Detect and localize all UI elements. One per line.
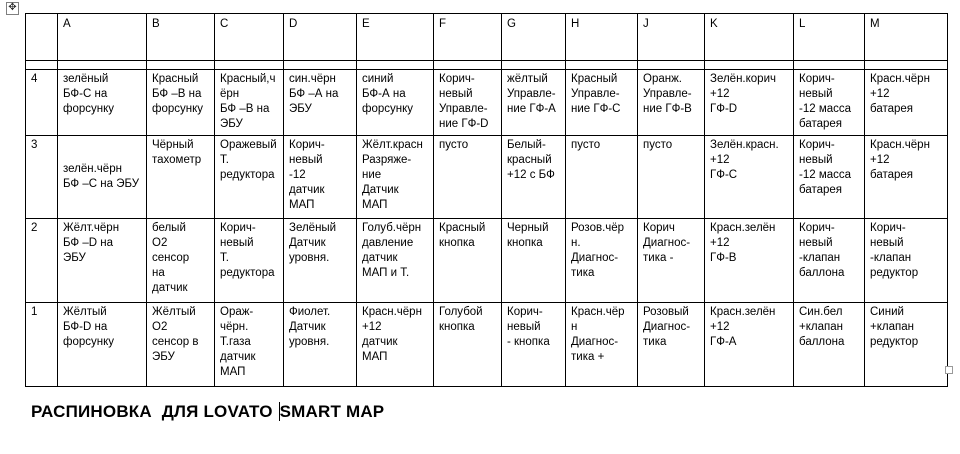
- column-header[interactable]: H: [566, 14, 638, 61]
- pin-cell[interactable]: Корич- невый -клапан баллона: [794, 219, 865, 303]
- pin-cell[interactable]: Корич- невый -клапан редуктор: [865, 219, 948, 303]
- table-row: [26, 219, 948, 303]
- column-header[interactable]: M: [865, 14, 948, 61]
- title-text-before-cursor: РАСПИНОВКА ДЛЯ LOVATO: [31, 402, 278, 421]
- pin-cell[interactable]: Син.бел +клапан баллона: [794, 303, 865, 387]
- pin-cell[interactable]: синий БФ-А на форсунку: [357, 70, 434, 136]
- table-row: [26, 303, 948, 387]
- pin-cell[interactable]: Ораж- чёрн. Т.газа датчик МАП: [215, 303, 284, 387]
- pinout-table: [25, 13, 948, 387]
- pin-cell[interactable]: Красный,ч ёрн БФ –В на ЭБУ: [215, 70, 284, 136]
- table-move-handle-icon[interactable]: ✥: [6, 2, 19, 15]
- pin-cell[interactable]: Жёлтый О2 сенсор в ЭБУ: [147, 303, 215, 387]
- pin-cell[interactable]: Оранж. Управле- ние ГФ-В: [638, 70, 705, 136]
- pin-cell[interactable]: Белый- красный +12 с БФ: [502, 136, 566, 219]
- pin-cell[interactable]: Красн.чёрн +12 батарея: [865, 136, 948, 219]
- pin-cell[interactable]: зелён.чёрн БФ –С на ЭБУ: [58, 136, 147, 219]
- pin-cell[interactable]: Красн.чёрн +12 датчик МАП: [357, 303, 434, 387]
- table-row: [26, 136, 948, 219]
- column-header[interactable]: [26, 14, 58, 61]
- column-header[interactable]: C: [215, 14, 284, 61]
- column-header[interactable]: J: [638, 14, 705, 61]
- pin-cell[interactable]: Голуб.чёрн давление датчик МАП и Т.: [357, 219, 434, 303]
- column-header[interactable]: G: [502, 14, 566, 61]
- pin-cell[interactable]: син.чёрн БФ –А на ЭБУ: [284, 70, 357, 136]
- table-spacer-row: [26, 61, 948, 70]
- pin-cell[interactable]: Красн.зелён +12 ГФ-А: [705, 303, 794, 387]
- row-label[interactable]: 2: [26, 219, 58, 303]
- pin-cell[interactable]: Зелён.красн. +12 ГФ-С: [705, 136, 794, 219]
- empty-cell[interactable]: [638, 61, 705, 70]
- empty-cell[interactable]: [357, 61, 434, 70]
- row-label[interactable]: 1: [26, 303, 58, 387]
- pin-cell[interactable]: Жёлт.красн Разряже- ние Датчик МАП: [357, 136, 434, 219]
- column-header[interactable]: F: [434, 14, 502, 61]
- column-header[interactable]: D: [284, 14, 357, 61]
- document-title[interactable]: [31, 402, 384, 422]
- pin-cell[interactable]: Жёлтый БФ-D на форсунку: [58, 303, 147, 387]
- column-header[interactable]: E: [357, 14, 434, 61]
- pin-cell[interactable]: Оражевый Т. редуктора: [215, 136, 284, 219]
- pin-cell[interactable]: жёлтый Управле- ние ГФ-А: [502, 70, 566, 136]
- pin-cell[interactable]: Чёрный тахометр: [147, 136, 215, 219]
- empty-cell[interactable]: [147, 61, 215, 70]
- row-label[interactable]: 4: [26, 70, 58, 136]
- pin-cell[interactable]: Розовый Диагнос- тика: [638, 303, 705, 387]
- pin-cell[interactable]: Синий +клапан редуктор: [865, 303, 948, 387]
- empty-cell[interactable]: [284, 61, 357, 70]
- pin-cell[interactable]: Жёлт.чёрн БФ –D на ЭБУ: [58, 219, 147, 303]
- pin-cell[interactable]: пусто: [566, 136, 638, 219]
- pin-cell[interactable]: Корич- невый Управле- ние ГФ-D: [434, 70, 502, 136]
- empty-cell[interactable]: [865, 61, 948, 70]
- empty-cell[interactable]: [26, 61, 58, 70]
- pin-cell[interactable]: Розов.чёр н. Диагнос- тика: [566, 219, 638, 303]
- pin-cell[interactable]: пусто: [638, 136, 705, 219]
- column-header[interactable]: K: [705, 14, 794, 61]
- empty-cell[interactable]: [566, 61, 638, 70]
- pin-cell[interactable]: Корич- невый - кнопка: [502, 303, 566, 387]
- table-row: [26, 70, 948, 136]
- table-header-row: [26, 14, 948, 61]
- pin-cell[interactable]: Красн.чёр н Диагнос- тика +: [566, 303, 638, 387]
- pin-cell[interactable]: Фиолет. Датчик уровня.: [284, 303, 357, 387]
- pin-cell[interactable]: Голубой кнопка: [434, 303, 502, 387]
- empty-cell[interactable]: [502, 61, 566, 70]
- pin-cell[interactable]: Корич- невый Т. редуктора: [215, 219, 284, 303]
- pin-cell[interactable]: Красн.чёрн +12 батарея: [865, 70, 948, 136]
- pin-cell[interactable]: Зелёный Датчик уровня.: [284, 219, 357, 303]
- pin-cell[interactable]: Корич- невый -12 масса батарея: [794, 70, 865, 136]
- column-header[interactable]: B: [147, 14, 215, 61]
- pin-cell[interactable]: Красный Управле- ние ГФ-С: [566, 70, 638, 136]
- pin-cell[interactable]: белый О2 сенсор на датчик: [147, 219, 215, 303]
- empty-cell[interactable]: [434, 61, 502, 70]
- pin-cell[interactable]: Зелён.корич +12 ГФ-D: [705, 70, 794, 136]
- pin-cell[interactable]: Красн.зелён +12 ГФ-В: [705, 219, 794, 303]
- pin-cell[interactable]: Красный кнопка: [434, 219, 502, 303]
- column-header[interactable]: A: [58, 14, 147, 61]
- pin-cell[interactable]: зелёный БФ-С на форсунку: [58, 70, 147, 136]
- empty-cell[interactable]: [794, 61, 865, 70]
- pin-cell[interactable]: пусто: [434, 136, 502, 219]
- empty-cell[interactable]: [215, 61, 284, 70]
- pin-cell[interactable]: Корич Диагнос- тика -: [638, 219, 705, 303]
- title-text-after-cursor: SMART MAP: [279, 402, 385, 421]
- pin-cell[interactable]: Черный кнопка: [502, 219, 566, 303]
- empty-cell[interactable]: [58, 61, 147, 70]
- table-resize-handle-icon[interactable]: [945, 366, 953, 374]
- pin-cell[interactable]: Красный БФ –В на форсунку: [147, 70, 215, 136]
- row-label[interactable]: 3: [26, 136, 58, 219]
- column-header[interactable]: L: [794, 14, 865, 61]
- pin-cell[interactable]: Корич- невый -12 датчик МАП: [284, 136, 357, 219]
- empty-cell[interactable]: [705, 61, 794, 70]
- pin-cell[interactable]: Корич- невый -12 масса батарея: [794, 136, 865, 219]
